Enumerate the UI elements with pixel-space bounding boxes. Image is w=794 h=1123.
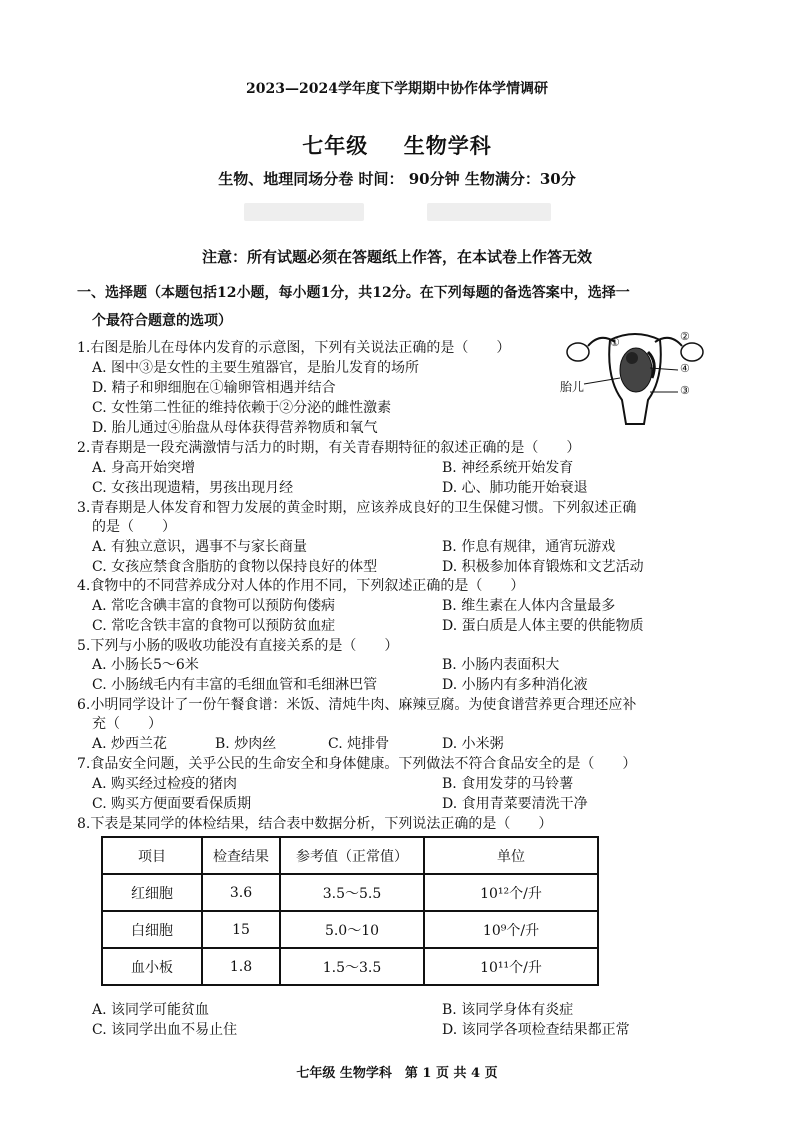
table-cell: 白细胞 [102, 911, 202, 948]
q1-option-b: D. 精子和卵细胞在①输卵管相遇并结合 [92, 380, 336, 396]
table-header-cell: 参考值（正常值） [280, 837, 424, 874]
q6-option-b: B. 炒肉丝 [215, 736, 277, 752]
exam-title: 2023—2024学年度下学期期中协作体学情调研 [246, 81, 548, 97]
q7-option-a: A. 购买经过检疫的猪肉 [92, 776, 238, 792]
table-cell: 3.6 [202, 874, 280, 911]
q5-option-b: B. 小肠内表面积大 [442, 657, 560, 673]
q5-option-a: A. 小肠长5～6米 [92, 657, 199, 673]
q8-option-d: D. 该同学各项检查结果都正常 [442, 1022, 630, 1038]
table-header-cell: 检查结果 [202, 837, 280, 874]
label-4: ④ [680, 362, 690, 375]
grade-subject-line [0, 130, 794, 160]
table-header-cell: 单位 [424, 837, 598, 874]
table-row [102, 948, 598, 985]
q2-stem: 2.青春期是一段充满激情与活力的时期，有关青春期特征的叙述正确的是（ ） [77, 440, 581, 456]
q7-option-b: B. 食用发芽的马铃薯 [442, 776, 574, 792]
section-title-line1: 一、选择题（本题包括12小题，每小题1分，共12分。在下列每题的备选答案中，选择一 [77, 285, 630, 301]
q5-option-c: C. 小肠绒毛内有丰富的毛细血管和毛细淋巴管 [92, 677, 378, 693]
q8-option-a: A. 该同学可能贫血 [92, 1002, 210, 1018]
label-1: ① [610, 336, 620, 349]
table-cell: 10¹²个/升 [424, 874, 598, 911]
q4-option-b: B. 维生素在人体内含量最多 [442, 598, 616, 614]
q6-stem-line2: 充（ ） [92, 716, 162, 732]
q1-option-d: D. 胎儿通过④胎盘从母体获得营养物质和氧气 [92, 420, 378, 436]
q8-option-b: B. 该同学身体有炎症 [442, 1002, 574, 1018]
table-cell: 1.5～3.5 [280, 948, 424, 985]
table-cell: 10⁹个/升 [424, 911, 598, 948]
q1-option-a: A. 图中③是女性的主要生殖器官，是胎儿发育的场所 [92, 360, 420, 376]
table-header-cell: 项目 [102, 837, 202, 874]
q8-option-c: C. 该同学出血不易止住 [92, 1022, 238, 1038]
table-cell: 10¹¹个/升 [424, 948, 598, 985]
subject-label: 生物学科 [403, 133, 492, 158]
q3-option-a: A. 有独立意识，遇事不与家长商量 [92, 539, 308, 555]
table-cell: 5.0～10 [280, 911, 424, 948]
q3-option-b: B. 作息有规律，通宵玩游戏 [442, 539, 616, 555]
q4-stem: 4.食物中的不同营养成分对人体的作用不同，下列叙述正确的是（ ） [77, 578, 525, 594]
q3-stem-line2: 的是（ ） [92, 519, 176, 535]
label-2: ② [680, 330, 690, 343]
q7-stem: 7.食品安全问题，关乎公民的生命安全和身体健康。下列做法不符合食品安全的是（ ） [77, 756, 637, 772]
checkup-table [101, 836, 599, 986]
q2-option-c: C. 女孩出现遗精，男孩出现月经 [92, 480, 294, 496]
q2-option-a: A. 身高开始突增 [92, 460, 196, 476]
table-cell: 1.8 [202, 948, 280, 985]
q4-option-c: C. 常吃含铁丰富的食物可以预防贫血症 [92, 618, 336, 634]
q2-option-b: B. 神经系统开始发育 [442, 460, 574, 476]
q3-option-d: D. 积极参加体育锻炼和文艺活动 [442, 559, 644, 575]
q1-stem: 1.右图是胎儿在母体内发育的示意图，下列有关说法正确的是（ ） [77, 340, 511, 356]
uterus-fetus-diagram [560, 328, 710, 432]
fetus-label: 胎儿 [560, 380, 585, 394]
table-header-row [102, 837, 598, 874]
notice: 注意：所有试题必须在答题纸上作答，在本试卷上作答无效 [201, 248, 592, 266]
q6-option-c: C. 炖排骨 [328, 736, 390, 752]
section-title-line2: 个最符合题意的选项） [92, 313, 232, 329]
q4-option-a: A. 常吃含碘丰富的食物可以预防佝偻病 [92, 598, 336, 614]
table-row [102, 911, 598, 948]
q6-stem-line1: 6.小明同学设计了一份午餐食谱：米饭、清炖牛肉、麻辣豆腐。为使食谱营养更合理还应补 [77, 697, 637, 713]
q8-stem: 8.下表是某同学的体检结果，结合表中数据分析，下列说法正确的是（ ） [77, 816, 553, 832]
table-cell: 血小板 [102, 948, 202, 985]
exam-info: 生物、地理同场分卷 时间： 90分钟 生物满分：30分 [218, 170, 576, 188]
table-cell: 红细胞 [102, 874, 202, 911]
q4-option-d: D. 蛋白质是人体主要的供能物质 [442, 618, 644, 634]
page-footer: 七年级 生物学科 第 1 页 共 4 页 [296, 1066, 498, 1081]
table-cell: 15 [202, 911, 280, 948]
table-row [102, 874, 598, 911]
q1-option-c: C. 女性第二性征的维持依赖于②分泌的雌性激素 [92, 400, 392, 416]
q2-option-d: D. 心、肺功能开始衰退 [442, 480, 588, 496]
redacted-area-left [244, 203, 364, 221]
q3-option-c: C. 女孩应禁食含脂肪的食物以保持良好的体型 [92, 559, 378, 575]
q5-option-d: D. 小肠内有多种消化液 [442, 677, 588, 693]
q3-stem-line1: 3.青春期是人体发育和智力发展的黄金时期，应该养成良好的卫生保健习惯。下列叙述正确 [77, 500, 637, 516]
q6-option-d: D. 小米粥 [442, 736, 504, 752]
grade-label: 七年级 [302, 133, 369, 158]
label-3: ③ [680, 384, 690, 397]
q7-option-c: C. 购买方便面要看保质期 [92, 796, 252, 812]
q6-option-a: A. 炒西兰花 [92, 736, 168, 752]
redacted-area-right [427, 203, 551, 221]
table-cell: 3.5～5.5 [280, 874, 424, 911]
q5-stem: 5.下列与小肠的吸收功能没有直接关系的是（ ） [77, 638, 399, 654]
q7-option-d: D. 食用青菜要清洗干净 [442, 796, 588, 812]
